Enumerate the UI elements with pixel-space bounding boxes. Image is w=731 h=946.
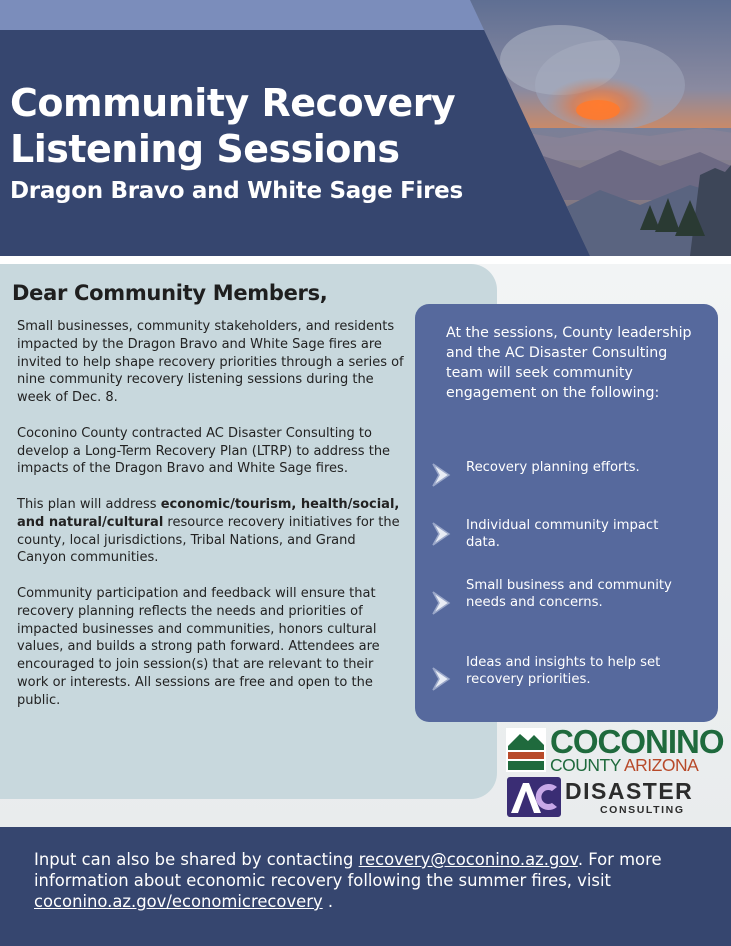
coconino-wordmark: COCONINO: [550, 723, 724, 760]
mountain-icon: [506, 728, 546, 772]
letter-paragraph-2: Coconino County contracted AC Disaster Consulting to develop a Long-Term Recovery Plan (LTRP) to address the impacts of the Dragon Bravo and White Sage fires.: [17, 425, 391, 477]
coconino-county-word: COUNTY: [550, 755, 621, 775]
title-line-1: Community Recovery: [10, 81, 456, 125]
footer-text: [34, 849, 714, 912]
list-item-text: Small business and community needs and concerns.: [466, 578, 672, 611]
footer-mid: . For more information about economic recovery following the summer fires, visit: [34, 850, 662, 890]
ac-mark-icon: [507, 777, 561, 817]
letter-paragraph-1: Small businesses, community stakeholders, and residents impacted by the Dragon Bravo and White Sage fires are invited to help shape recovery priorities through a series of nine community recovery listening sessions during the week of Dec. 8.: [17, 319, 404, 406]
footer-pre: Input can also be shared by contacting: [34, 850, 359, 869]
footer-post: .: [322, 892, 334, 911]
letter-p3-bold: economic/tourism, health/social, and natural/cultural: [17, 496, 400, 530]
chevron-right-icon: [429, 666, 453, 692]
letter-p3-post: resource recovery initiatives for the county, local jurisdictions, Tribal Nations, and Grand Canyon communities.: [17, 514, 400, 566]
header-banner: [0, 0, 731, 256]
list-item-text: Individual community impact data.: [466, 518, 659, 551]
letter-paragraph-4: Community participation and feedback will ensure that recovery planning reflects the needs and priorities of impacted businesses and communities, honors cultural values, and builds a strong path forward. Attendees are encouraged to join session(s) that are relevant to their work or interests. All sessions are free and open to the public.: [17, 585, 380, 708]
ac-wordmark: DISASTER: [565, 778, 694, 804]
ac-subline: CONSULTING: [600, 804, 685, 816]
ac-mark: [507, 777, 561, 817]
ac-disaster-consulting-logo: [507, 777, 727, 821]
page-subtitle: Dragon Bravo and White Sage Fires: [10, 178, 463, 204]
list-item-text: Ideas and insights to help set recovery priorities.: [466, 655, 661, 688]
chevron-right-icon: [429, 590, 453, 616]
coconino-state-word: ARIZONA: [623, 755, 699, 775]
chevron-right-icon: [429, 521, 453, 547]
letter-greeting: Dear Community Members,: [12, 281, 328, 305]
chevron-right-icon: [429, 462, 453, 488]
coconino-subline: [550, 756, 698, 774]
header-divider: [0, 256, 731, 264]
email-link[interactable]: recovery@coconino.az.gov: [358, 850, 578, 869]
economic-recovery-link[interactable]: coconino.az.gov/economicrecovery: [34, 892, 323, 911]
letter-body: [17, 318, 407, 727]
coconino-county-logo: [506, 723, 724, 775]
list-item-text: Recovery planning efforts.: [466, 460, 640, 475]
page-title: [10, 80, 455, 172]
letter-paragraph-3: [17, 496, 407, 567]
engagement-card-intro: At the sessions, County leadership and the AC Disaster Consulting team will seek community engagement on the following:: [446, 325, 692, 401]
letter-p3-pre: This plan will address: [17, 496, 161, 512]
title-line-2: Listening Sessions: [10, 127, 400, 171]
